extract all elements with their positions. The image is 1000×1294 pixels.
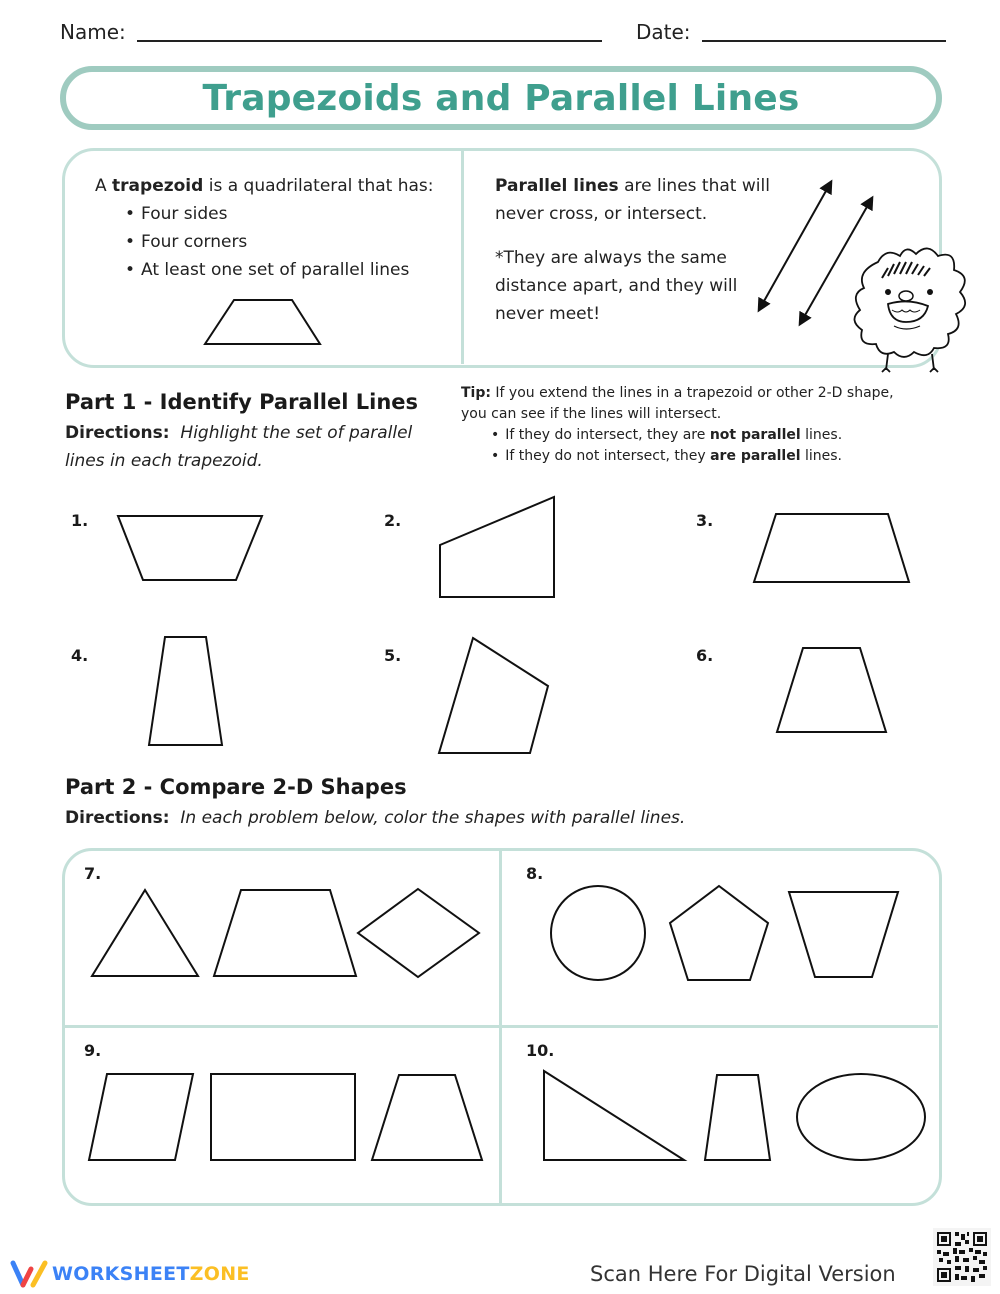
property-item: • At least one set of parallel lines <box>125 256 455 284</box>
tip-bullet: • If they do not intersect, they are parallel lines. <box>491 446 941 467</box>
brand-logo: WORKSHEETZONE <box>52 1263 250 1285</box>
shape-9-trapezoid[interactable] <box>372 1075 482 1160</box>
problem-number: 1. <box>71 511 89 530</box>
part1-directions: Directions: Highlight the set of parallel lines in each trapezoid. <box>65 423 413 471</box>
problem-number: 6. <box>696 646 714 665</box>
shape-10-right-triangle[interactable] <box>544 1071 684 1160</box>
problem-number: 9. <box>84 1041 102 1060</box>
shape-9-parallelogram[interactable] <box>89 1074 193 1160</box>
shape-7-trapezoid[interactable] <box>214 890 356 976</box>
shape-8-circle[interactable] <box>551 886 645 980</box>
tip-bullet: • If they do intersect, they are not parallel lines. <box>491 425 941 446</box>
parallel-definition: Parallel lines are lines that will never cross, or intersect. *They are always the same distance apart, and they will never meet! <box>495 172 785 328</box>
part1-heading: Part 1 - Identify Parallel Lines <box>65 390 419 414</box>
date-label: Date: <box>636 20 691 44</box>
part2-directions: Directions: In each problem below, color the shapes with parallel lines. <box>65 808 686 828</box>
property-item: • Four sides <box>125 200 455 228</box>
property-item: • Four corners <box>125 228 455 256</box>
shape-7-triangle[interactable] <box>92 890 198 976</box>
qr-code-icon[interactable] <box>933 1228 991 1286</box>
problem-number: 4. <box>71 646 89 665</box>
problem-number: 7. <box>84 864 102 883</box>
tip-box: Tip: If you extend the lines in a trapezoid or other 2-D shape, you can see if the lines will intersect. • If they do intersect, they are not parallel lines. • If they do not intersect, they are parallel lines. <box>461 383 941 467</box>
shape-10-ellipse[interactable] <box>797 1074 925 1160</box>
problem-number: 5. <box>384 646 402 665</box>
problem-number: 10. <box>526 1041 555 1060</box>
name-label: Name: <box>60 20 126 44</box>
problem-number: 3. <box>696 511 714 530</box>
shape-7-rhombus[interactable] <box>358 889 479 977</box>
parallel-note: *They are always the same <box>495 248 727 268</box>
page-title: Trapezoids and Parallel Lines <box>202 78 800 119</box>
shape-8-pentagon[interactable] <box>670 886 768 980</box>
scan-label: Scan Here For Digital Version <box>590 1262 896 1286</box>
worksheetzone-logo-icon <box>9 1259 49 1289</box>
shape-9-rectangle[interactable] <box>211 1074 355 1160</box>
shape-8-trapezoid[interactable] <box>789 892 898 977</box>
shape-10-trapezoid[interactable] <box>705 1075 770 1160</box>
problem-number: 2. <box>384 511 402 530</box>
trapezoid-intro: A trapezoid is a quadrilateral that has: <box>95 176 434 196</box>
part2-heading: Part 2 - Compare 2-D Shapes <box>65 775 407 799</box>
problem-number: 8. <box>526 864 544 883</box>
